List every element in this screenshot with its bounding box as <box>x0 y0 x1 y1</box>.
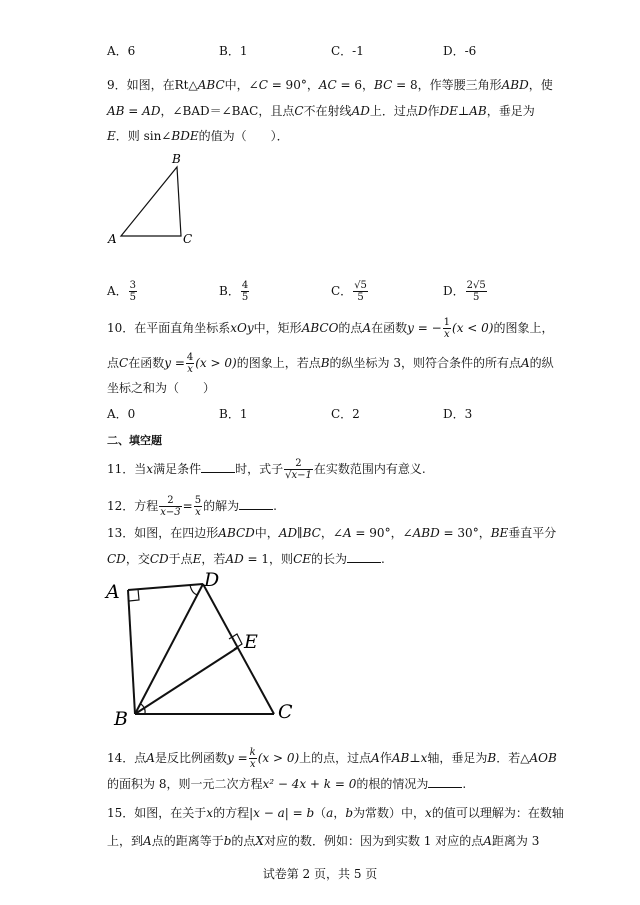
diagonal-bd <box>135 584 203 714</box>
q13-quadrilateral-figure <box>100 568 310 728</box>
edge-ab <box>128 590 135 714</box>
q10-option-c: C．2 <box>331 407 360 421</box>
q8-option-c: C．-1 <box>331 44 364 58</box>
q10-line-1: 10．在平面直角坐标系xOy中，矩形ABCO的点A在函数y = − $\frac{1}{x}$ (x < 0)的图象上， <box>107 317 554 340</box>
q10-line-2: 点C在函数y = $\frac{4}{x}$ (x > 0)的图象上，若点B的纵坐标为 3，则符合条件的所有点A的纵 <box>107 352 554 375</box>
q15-line-1: 15．如图，在关于x的方程|x − a| = b（a，b为常数）中，x的值可以理解为：在数轴 <box>107 806 564 820</box>
q9-option-b: B． $\frac{4}{5}$ <box>219 280 249 303</box>
q14-line-1: 14．点A是反比例函数y = $\frac{k}{x}$ (x > 0)上的点，过点A作AB⊥x轴，垂足为B．若△AOB <box>107 747 557 770</box>
q10-option-d: D．3 <box>443 407 473 421</box>
q9-line-1: 9．如图，在Rt△ABC中，∠C = 90°，AC = 6，BC = 8，作等腰三角形ABD，使 <box>107 78 553 92</box>
label-b: B <box>172 152 181 166</box>
triangle-abc <box>121 167 181 236</box>
q9-triangle-figure <box>105 150 205 250</box>
q12-line: 12．方程 $\frac{2}{x-3}$ = $\frac{5}{x}$ 的解为 . <box>107 495 277 518</box>
label-d: D <box>204 569 220 591</box>
label-b: B <box>114 708 128 728</box>
angle-mark-d <box>190 585 198 595</box>
q11-answer-blank[interactable] <box>201 462 235 473</box>
q8-option-d: D．-6 <box>443 44 477 58</box>
q9-line-3: E．则 sin∠BDE的值为（ ）． <box>107 129 289 143</box>
section-heading-fill-blank: 二、填空题 <box>107 434 162 447</box>
q10-option-b: B．1 <box>219 407 248 421</box>
label-c: C <box>183 232 193 246</box>
label-e: E <box>244 631 258 653</box>
q10-option-a: A．0 <box>107 407 136 421</box>
q14-answer-blank[interactable] <box>428 777 462 788</box>
q11-line: 11．当x满足条件 时，式子 $\frac{2}{√x-1}$ 在实数范围内有意义. <box>107 458 426 481</box>
edge-dc <box>203 584 274 714</box>
label-a: A <box>106 581 120 603</box>
q9-option-a: A． $\frac{3}{5}$ <box>107 280 137 303</box>
q14-line-2: 的面积为 8，则一元二次方程x² − 4x + k = 0的根的情况为 . <box>107 777 467 791</box>
q10-line-3: 坐标之和为（ ） <box>107 381 216 395</box>
q9-option-c: C． $\frac{√5}{5}$ <box>331 280 367 303</box>
label-a: A <box>108 232 117 246</box>
label-c: C <box>278 701 293 723</box>
q9-line-2: AB = AD，∠BAD＝∠BAC，且点C不在射线AD上．过点D作DE⊥AB，垂足为 <box>107 104 535 118</box>
q13-answer-blank[interactable] <box>347 552 381 563</box>
q9-option-d: D． $\frac{2√5}{5}$ <box>443 280 486 303</box>
q13-line-2: CD，交CD于点E，若AD = 1，则CE的长为 . <box>107 552 385 566</box>
q13-line-1: 13．如图，在四边形ABCD中，AD∥BC，∠A = 90°，∠ABD = 30°，BE垂直平分 <box>107 526 557 540</box>
page-footer: 试卷第 2 页，共 5 页 <box>262 867 378 881</box>
segment-be <box>135 648 237 714</box>
q8-option-b: B．1 <box>219 44 248 58</box>
q12-answer-blank[interactable] <box>239 499 273 510</box>
q8-option-a: A．6 <box>107 44 136 58</box>
q15-line-2: 上，到A点的距离等于b的点X对应的数．例如：因为到实数 1 对应的点A距离为 3 <box>107 834 540 848</box>
